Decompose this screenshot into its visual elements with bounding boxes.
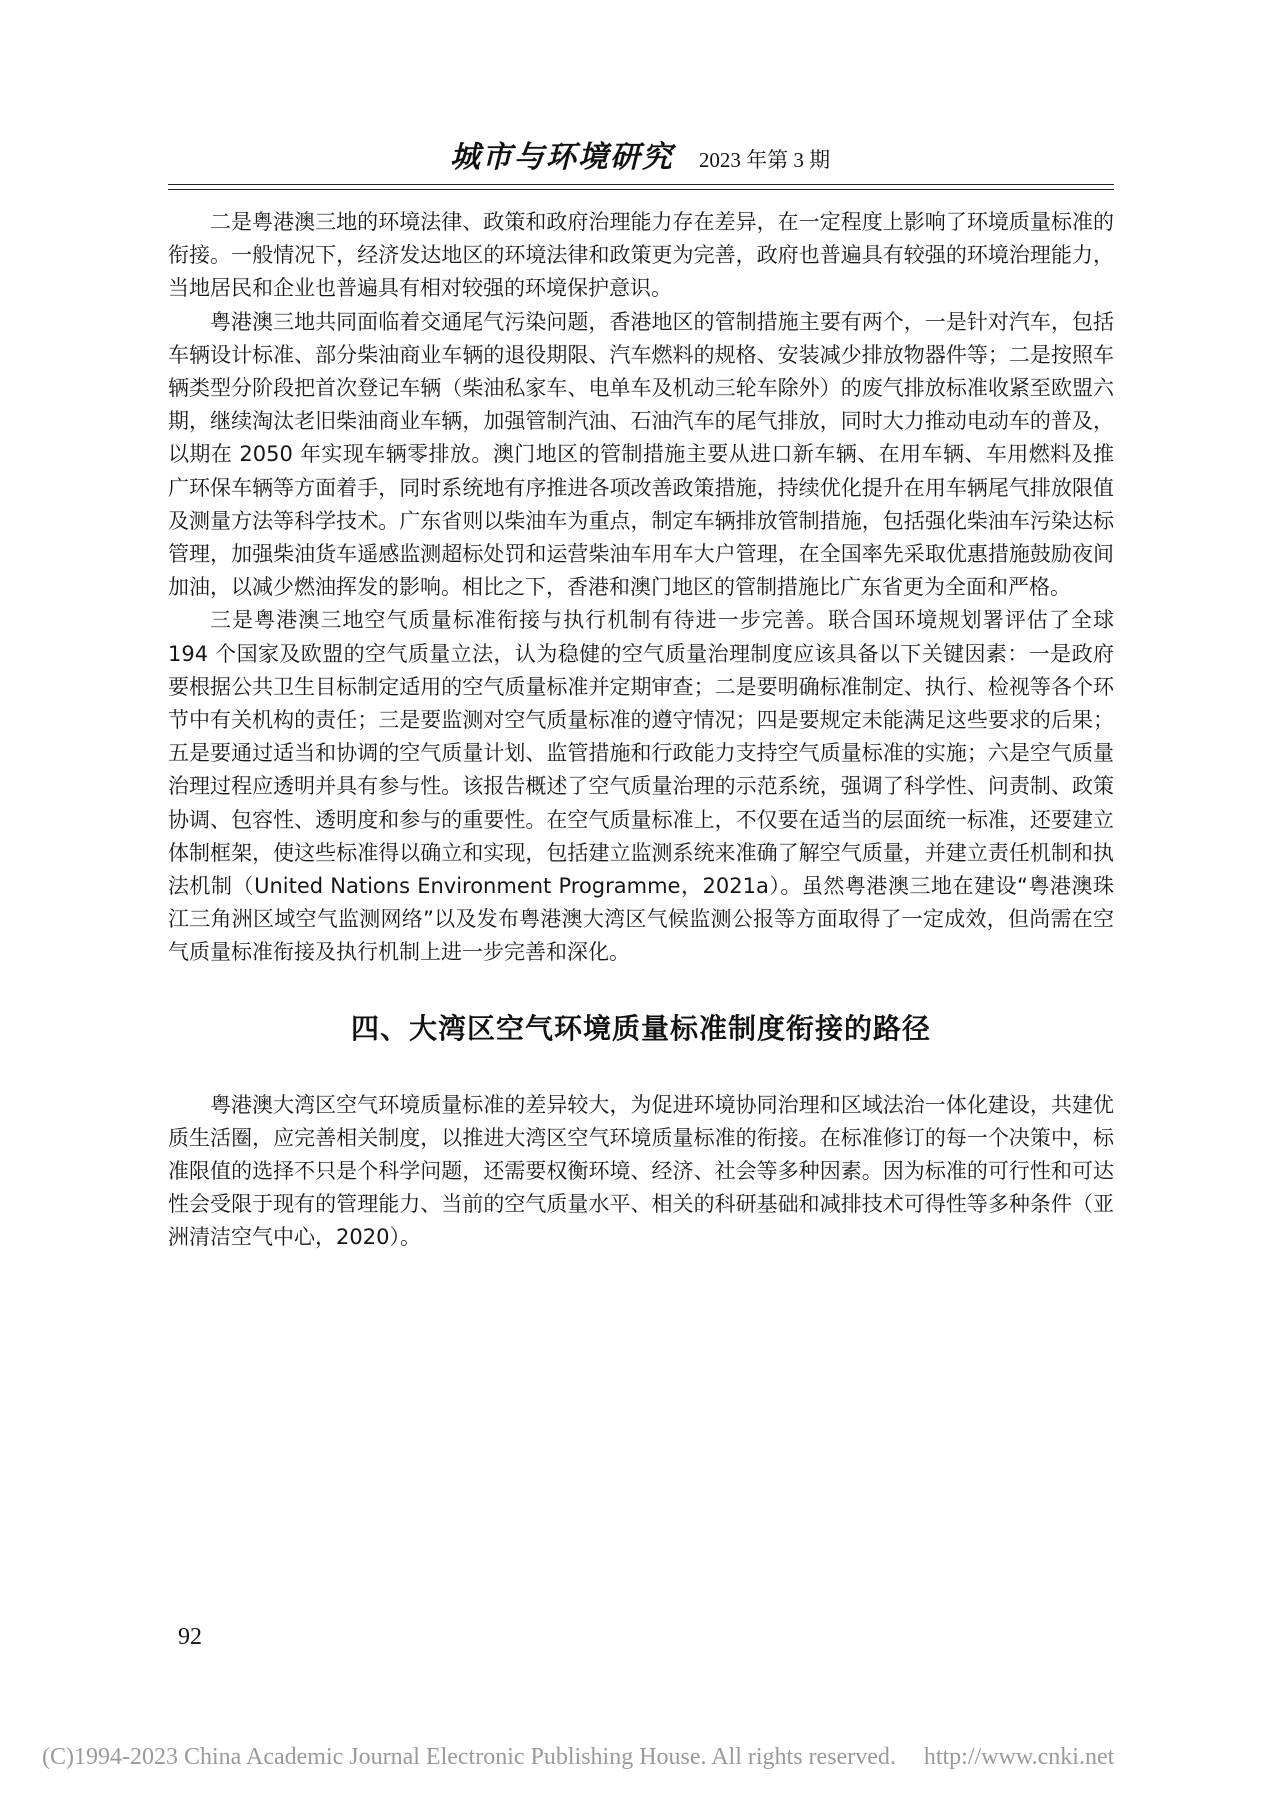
paragraph: 二是粤港澳三地的环境法律、政策和政府治理能力存在差异，在一定程度上影响了环境质量标准的衔接。一般情况下，经济发达地区的环境法律和政策更为完善，政府也普遍具有较强的环境治理能力，当地居民和企业也普遍具有相对较强的环境保护意识。 bbox=[168, 210, 1114, 301]
header-rule-top bbox=[168, 184, 1114, 185]
body-text bbox=[168, 206, 1114, 1255]
section-heading: 四、大湾区空气环境质量标准制度衔接的路径 bbox=[350, 1011, 931, 1045]
copyright-text: (C)1994-2023 China Academic Journal Electronic Publishing House. All rights reserved. bbox=[42, 1744, 896, 1770]
journal-name: 城市与环境研究 bbox=[449, 140, 674, 175]
footer-url: http://www.cnki.net bbox=[923, 1744, 1115, 1770]
copyright-footer bbox=[42, 1744, 1242, 1771]
running-header bbox=[0, 132, 1280, 176]
page-number: 92 bbox=[178, 1624, 202, 1650]
header-rule-bottom bbox=[168, 189, 1114, 190]
paragraph: 三是粤港澳三地空气质量标准衔接与执行机制有待进一步完善。联合国环境规划署评估了全球 194 个国家及欧盟的空气质量立法，认为稳健的空气质量治理制度应该具备以下关键因素：一是政府要根据公共卫生目标制定适用的空气质量标准并定期审查；二是要明确标准制定、执行、检视等各个环节中有关机构的责任；三是要监测对空气质量标准的遵守情况；四是要规定未能满足这些要求的后果；五是要通过适当和协调的空气质量计划、监管措施和行政能力支持空气质量标准的实施；六是空气质量治理过程应透明并具有参与性。该报告概述了空气质量治理的示范系统，强调了科学性、问责制、政策协调、包容性、透明度和参与的重要性。在空气质量标准上，不仅要在适当的层面统一标准，还要建立体制框架，使这些标准得以确立和实现，包括建立监测系统来准确了解空气质量，并建立责任机制和执法机制（United Nations Environment Programme，2021a）。虽然粤港澳三地在建设“粤港澳珠江三角洲区域空气监测网络”以及发布粤港澳大湾区气候监测公报等方面取得了一定成效，但尚需在空气质量标准衔接及执行机制上进一步完善和深化。 bbox=[168, 608, 1114, 965]
paragraph: 粤港澳大湾区空气环境质量标准的差异较大，为促进环境协同治理和区域法治一体化建设，共建优质生活圈，应完善相关制度，以推进大湾区空气环境质量标准的衔接。在标准修订的每一个决策中，标准限值的选择不只是个科学问题，还需要权衡环境、经济、社会等多种因素。因为标准的可行性和可达性会受限于现有的管理能力、当前的空气质量水平、相关的科研基础和减排技术可得性等多种条件（亚洲清洁空气中心，2020）。 bbox=[168, 1092, 1114, 1250]
issue-label: 2023 年第 3 期 bbox=[698, 148, 831, 172]
paragraph: 粤港澳三地共同面临着交通尾气污染问题，香港地区的管制措施主要有两个，一是针对汽车，包括车辆设计标准、部分柴油商业车辆的退役期限、汽车燃料的规格、安装减少排放物器件等；二是按照车辆类型分阶段把首次登记车辆（柴油私家车、电单车及机动三轮车除外）的废气排放标准收紧至欧盟六期，继续淘汰老旧柴油商业车辆，加强管制汽油、石油汽车的尾气排放，同时大力推动电动车的普及，以期在 2050 年实现车辆零排放。澳门地区的管制措施主要从进口新车辆、在用车辆、车用燃料及推广环保车辆等方面着手，同时系统地有序推进各项改善政策措施，持续优化提升在用车辆尾气排放限值及测量方法等科学技术。广东省则以柴油车为重点，制定车辆排放管制措施，包括强化柴油车污染达标管理，加强柴油货车遥感监测超标处罚和运营柴油车用车大户管理，在全国率先采取优惠措施鼓励夜间加油，以减少燃油挥发的影响。相比之下，香港和澳门地区的管制措施比广东省更为全面和严格。 bbox=[168, 309, 1114, 600]
